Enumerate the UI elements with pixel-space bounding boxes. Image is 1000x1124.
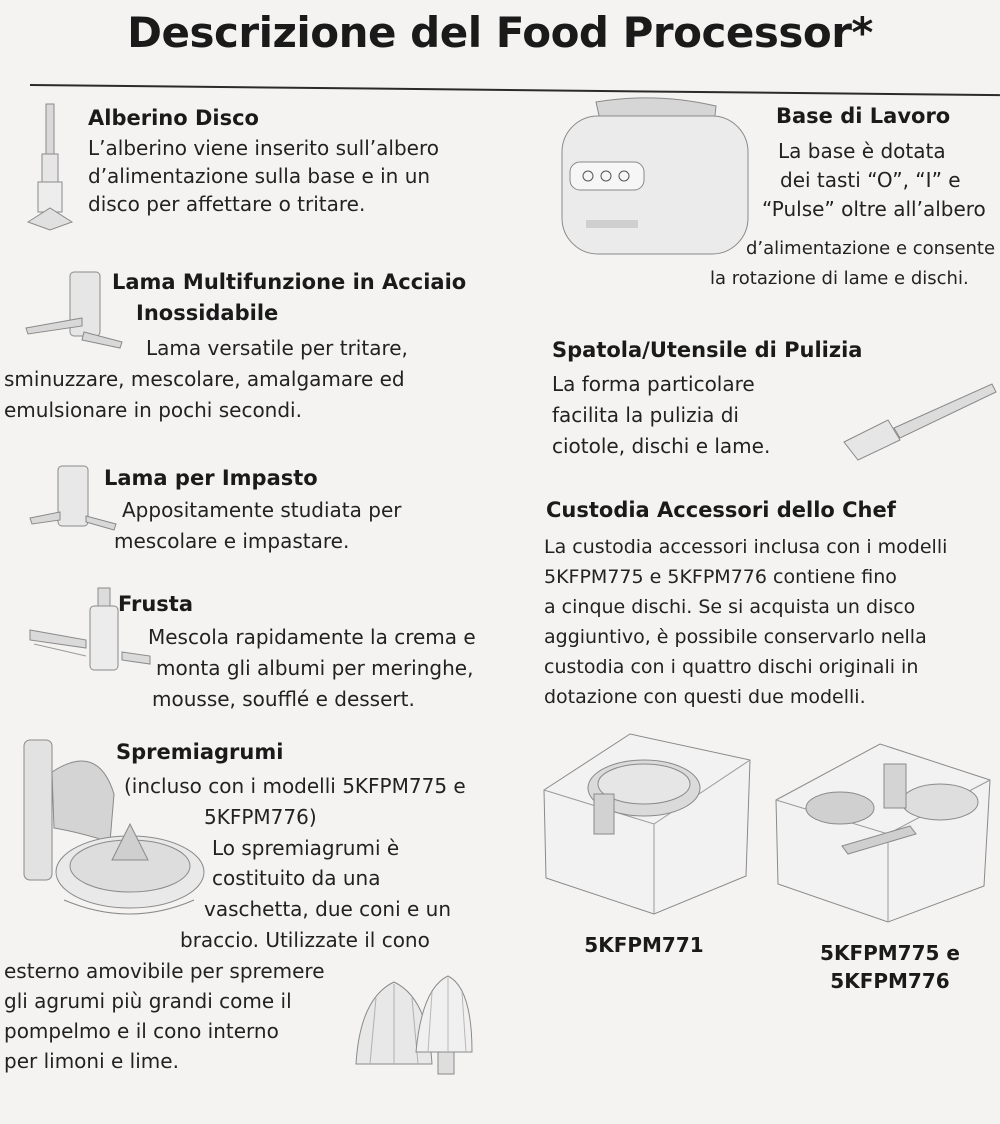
spremiagrumi-line-1: (incluso con i modelli 5KFPM775 e [124,774,466,798]
spremiagrumi-line-7: esterno amovibile per spremere [4,959,325,983]
spremiagrumi-line-5: vaschetta, due coni e un [204,897,452,921]
frusta-line-2: monta gli albumi per meringhe, [156,656,474,680]
lama-impasto-line-2: mescolare e impastare. [114,529,350,553]
spatola-line-1: La forma particolare [552,372,755,396]
alberino-line-3: disco per affettare o tritare. [88,192,366,216]
spremiagrumi-line-10: per limoni e lime. [4,1049,179,1073]
page-title: Descrizione del Food Processor* [127,8,873,57]
frusta-heading: Frusta [118,592,194,616]
base-line-1: La base è dotata [778,139,946,163]
caption-5kfpm775-1: 5KFPM775 e [820,941,960,965]
frusta-line-1: Mescola rapidamente la crema e [148,625,476,649]
lama-multi-line-3: emulsionare in pochi secondi. [4,398,302,422]
spatola-line-2: facilita la pulizia di [552,403,739,427]
lama-multi-line-1: Lama versatile per tritare, [146,336,408,360]
alberino-line-1: L’alberino viene inserito sull’albero [88,136,439,160]
spremiagrumi-line-2: 5KFPM776) [204,805,317,829]
custodia-line-1: La custodia accessori inclusa con i modelli [544,536,948,558]
spremiagrumi-line-8: gli agrumi più grandi come il [4,989,292,1013]
lama-multi-line-2: sminuzzare, mescolare, amalgamare ed [4,367,405,391]
lama-multi-heading-2: Inossidabile [136,301,279,325]
base-line-5: la rotazione di lame e dischi. [710,268,969,289]
custodia-line-6: dotazione con questi due modelli. [544,686,866,708]
spremiagrumi-line-3: Lo spremiagrumi è [212,836,400,860]
lama-multi-heading-1: Lama Multifunzione in Acciaio [112,270,467,294]
lama-impasto-heading: Lama per Impasto [104,466,318,490]
title-rule [30,84,1000,96]
custodia-line-3: a cinque dischi. Se si acquista un disco [544,596,916,618]
spatola-line-3: ciotole, dischi e lame. [552,434,771,458]
accessory-case-illustration-5kfpm771 [534,720,760,920]
spremiagrumi-heading: Spremiagrumi [116,740,284,764]
spatola-heading: Spatola/Utensile di Pulizia [552,338,863,362]
frusta-line-3: mousse, soufflé e dessert. [152,687,415,711]
alberino-heading: Alberino Disco [88,106,259,130]
spremiagrumi-line-9: pompelmo e il cono interno [4,1019,279,1043]
spremiagrumi-line-4: costituito da una [212,866,381,890]
base-line-2: dei tasti “O”, “I” e [780,168,961,192]
multipurpose-blade-illustration [24,262,124,357]
base-line-3: “Pulse” oltre all’albero [762,197,986,221]
alberino-line-2: d’alimentazione sulla base e in un [88,164,431,188]
custodia-line-4: aggiuntivo, è possibile conservarlo nella [544,626,927,648]
custodia-heading: Custodia Accessori dello Chef [546,498,896,522]
base-heading: Base di Lavoro [776,104,951,128]
custodia-line-2: 5KFPM775 e 5KFPM776 contiene fino [544,566,897,588]
lama-impasto-line-1: Appositamente studiata per [122,498,402,522]
custodia-line-5: custodia con i quattro dischi originali in [544,656,919,678]
spremiagrumi-line-6: braccio. Utilizzate il cono [180,928,430,952]
caption-5kfpm775-2: 5KFPM776 [830,969,950,993]
citrus-cones-illustration [346,968,476,1078]
caption-5kfpm771: 5KFPM771 [584,933,704,957]
base-line-4: d’alimentazione e consente [746,238,996,259]
disc-spindle-illustration [24,96,84,236]
spatula-illustration [842,372,998,462]
motor-base-illustration [556,96,756,258]
accessory-case-illustration-5kfpm775 [770,728,996,928]
